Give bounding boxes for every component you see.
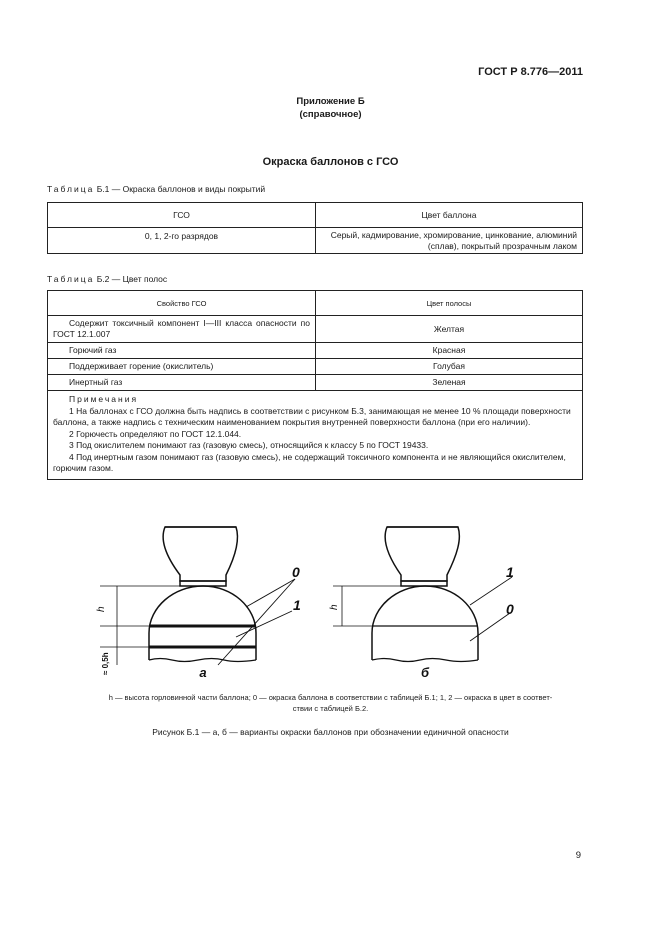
label-05h-a: ≈ 0,5h (101, 652, 110, 675)
table-cell: Красная (316, 343, 583, 359)
table-row (48, 228, 583, 254)
note-item: 3 Под окислителем понимают газ (газовую смесь), относящийся к классу 5 по ГОСТ 19433. (69, 440, 429, 450)
legend-line: h — высота горловинной части баллона; 0 — окраска баллона в соответствии с таблицей Б.1; 1, 2 — окраска в цвет в соответ- (108, 693, 553, 702)
table1-caption (47, 184, 265, 194)
table-header-cell: Свойство ГСО (48, 291, 316, 316)
legend-line: ствии с таблицей Б.2. (292, 704, 369, 713)
table-cell: Инертный газ (48, 375, 316, 391)
table-colors (47, 202, 583, 254)
table2-caption-prefix: Таблица (47, 274, 95, 284)
table-row (48, 316, 583, 343)
cylinder-a-drawing (100, 527, 295, 665)
section-title: Окраска баллонов с ГСО (262, 156, 399, 168)
callout-0-a: 0 (292, 564, 300, 580)
callout-1-b: 1 (506, 564, 514, 580)
appendix-title: Приложение Б (296, 96, 365, 107)
callout-1-a: 1 (293, 597, 301, 613)
sublabel-b: б (420, 665, 430, 680)
valve-a (163, 527, 237, 581)
table-row (48, 375, 583, 391)
table-header-cell: ГСО (48, 203, 316, 228)
figure-caption: Рисунок Б.1 — а, б — варианты окраски баллонов при обозначении единичной опасности (152, 727, 509, 737)
table-row (48, 343, 583, 359)
table-cell: Зеленая (316, 375, 583, 391)
figure-legend (0, 692, 661, 714)
label-h-a: h (96, 606, 107, 612)
table-header-cell: Цвет полосы (316, 291, 583, 316)
table-cell: Желтая (316, 316, 583, 343)
leader-line (236, 611, 292, 637)
table-cell: Поддерживает горение (окислитель) (48, 359, 316, 375)
table-header-row (48, 291, 583, 316)
notes-cell (48, 391, 583, 480)
appendix-heading (0, 95, 661, 121)
page-number: 9 (575, 850, 581, 861)
table-cell: Серый, кадмирование, хромирование, цинкование, алюминий (сплав), покрытый прозрачным лаком (316, 228, 583, 254)
cylinder-a-body (149, 586, 256, 660)
note-item: 1 На баллонах с ГСО должна быть надпись в соответствии с рисунком Б.3, занимающая не менее 10 % площади поверхности баллона, а также надпись с техническим наименованием покрытия внутренней поверхности баллона (при его наличии). (53, 405, 571, 427)
table1-caption-prefix: Таблица (47, 184, 95, 194)
note-item: 4 Под инертным газом понимают газ (газовую смесь), не содержащий токсичного компонента и не являющийся окислителем, горючим газом. (53, 451, 566, 473)
valve-b (385, 527, 459, 581)
table-row (48, 359, 583, 375)
table2-caption-text: Б.2 — Цвет полос (94, 274, 168, 284)
table-cell: Голубая (316, 359, 583, 375)
table-header-row (48, 203, 583, 228)
callout-0-b: 0 (506, 601, 514, 617)
break-line-a (149, 659, 256, 662)
leader-line (470, 613, 510, 641)
valve-b-neck (401, 581, 447, 586)
cylinder-b-drawing (333, 527, 512, 662)
note-item: 2 Горючесть определяют по ГОСТ 12.1.044. (69, 428, 242, 439)
table-stripes (47, 290, 583, 480)
notes-title: Примечания (69, 394, 139, 404)
table-notes-row (48, 391, 583, 480)
table1-caption-text: Б.1 — Окраска баллонов и виды покрытий (94, 184, 266, 194)
appendix-subtitle: (справочное) (299, 109, 362, 120)
cylinder-figure (0, 515, 661, 691)
table-header-cell: Цвет баллона (316, 203, 583, 228)
table-cell: 0, 1, 2-го разрядов (48, 228, 316, 254)
table-cell: Содержит токсичный компонент I—III класса опасности по ГОСТ 12.1.007 (48, 316, 316, 343)
table-cell: Горючий газ (48, 343, 316, 359)
table2-caption (47, 274, 167, 284)
break-line-b (372, 659, 478, 662)
sublabel-a: а (199, 665, 207, 680)
label-h-b: h (329, 604, 340, 610)
cylinder-b-body (372, 586, 478, 660)
standard-number: ГОСТ Р 8.776—2011 (478, 66, 583, 78)
leader-line (246, 579, 295, 607)
